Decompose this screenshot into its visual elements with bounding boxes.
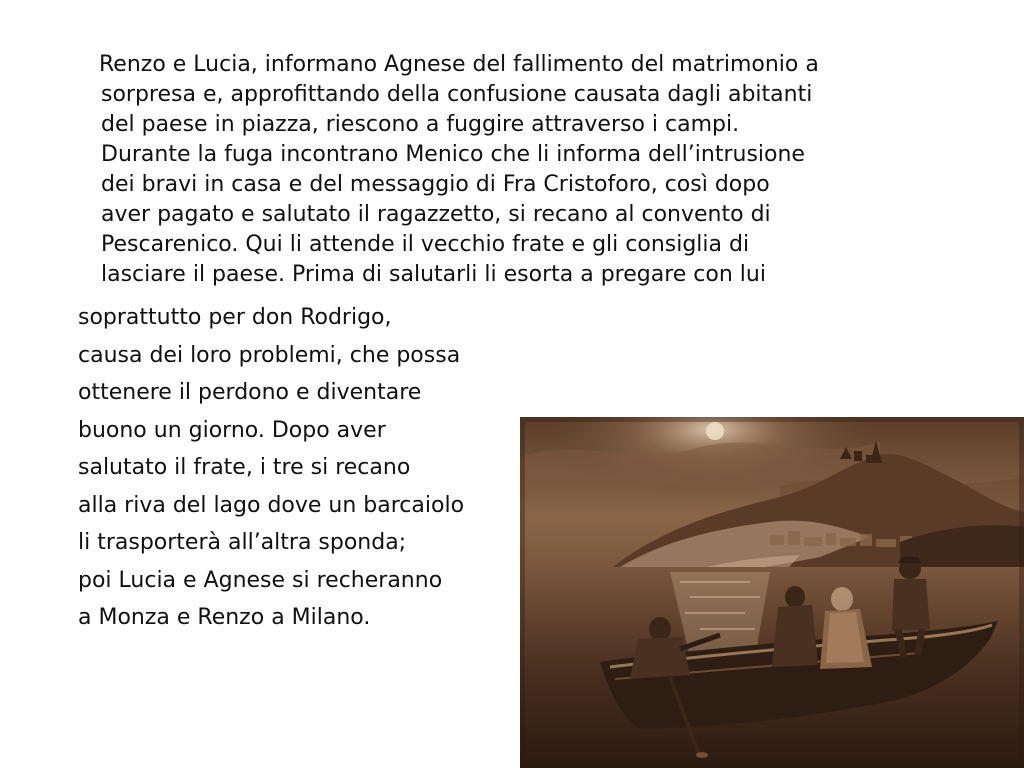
paragraph-line: sorpresa e, approfittando della confusione causata dagli abitanti [101,82,813,107]
continuation-line: causa dei loro problemi, che possa [78,343,461,368]
continuation-line: buono un giorno. Dopo aver [78,418,386,443]
continuation-line: soprattutto per don Rodrigo, [78,305,392,330]
continuation-line: poi Lucia e Agnese si recheranno [78,568,443,593]
paragraph-line: del paese in piazza, riescono a fuggire attraverso i campi. [101,112,740,137]
lake-boat-illustration [520,417,1024,768]
continuation-line: alla riva del lago dove un barcaiolo [78,493,465,518]
paragraph-line: dei bravi in casa e del messaggio di Fra Cristoforo, così dopo [101,172,770,197]
continuation-line: li trasporterà all’altra sponda; [78,530,407,555]
paragraph-line: lasciare il paese. Prima di salutarli li esorta a pregare con lui [101,262,766,287]
paragraph-line: Pescarenico. Qui li attende il vecchio frate e gli consiglia di [101,232,750,257]
continuation-line: a Monza e Renzo a Milano. [78,605,371,630]
paragraph-line: Durante la fuga incontrano Menico che li informa dell’intrusione [101,142,805,167]
paragraph-line: Renzo e Lucia, informano Agnese del fallimento del matrimonio a [99,52,819,77]
paragraph-line: aver pagato e salutato il ragazzetto, si recano al convento di [101,202,771,227]
continuation-line: salutato il frate, i tre si recano [78,455,411,480]
continuation-line: ottenere il perdono e diventare [78,380,422,405]
